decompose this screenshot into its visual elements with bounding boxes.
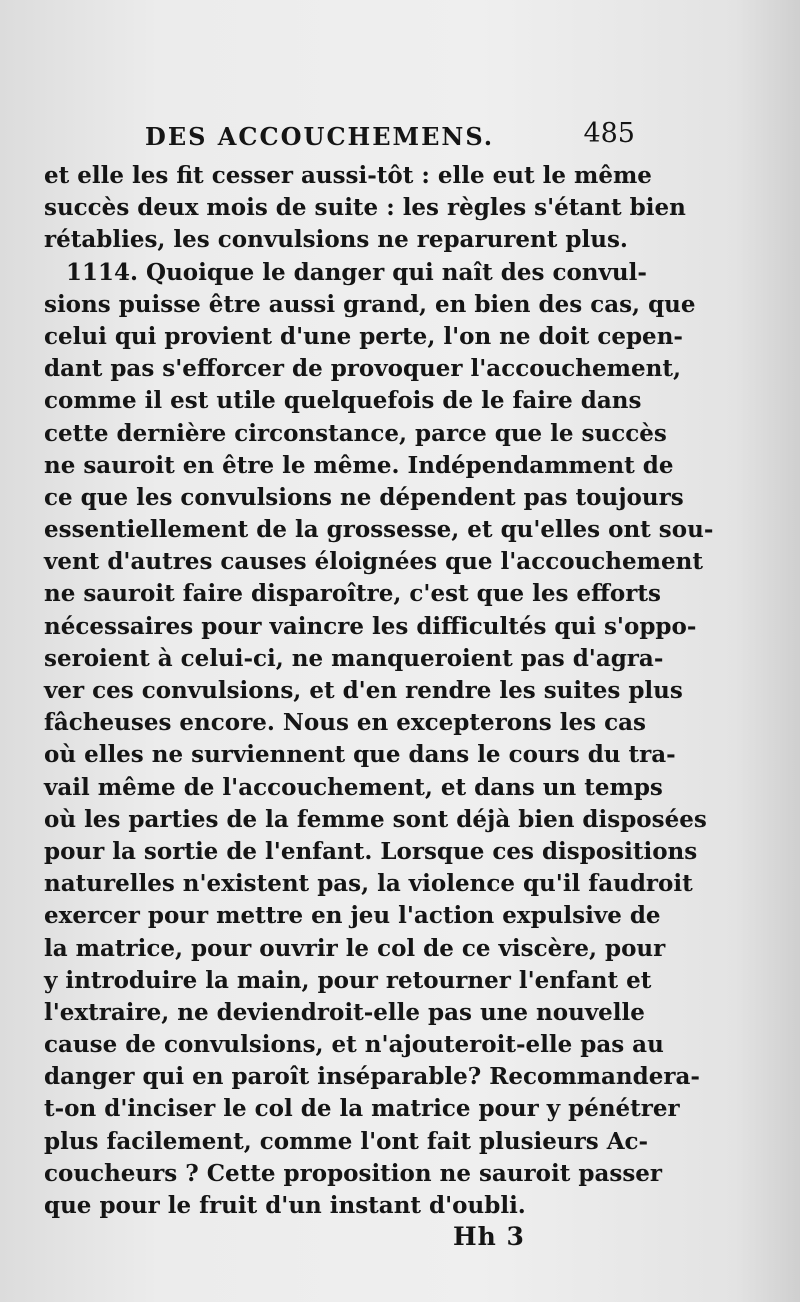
text-line: plus facilement, comme l'ont fait plusieurs Ac- [44,1127,649,1155]
text-line: la matrice, pour ouvrir le col de ce viscère, pour [44,934,666,962]
text-line: sions puisse être aussi grand, en bien des cas, que [44,290,696,318]
text-line: vent d'autres causes éloignées que l'accouchement [44,548,703,576]
text-line: ver ces convulsions, et d'en rendre les suites plus [44,677,683,704]
text-line: y introduire la main, pour retourner l'enfant et [44,966,652,994]
text-line: coucheurs ? Cette proposition ne sauroit passer [44,1159,663,1187]
text-line: celui qui provient d'une perte, l'on ne doit cepen- [44,322,683,350]
text-line: ce que les convulsions ne dépendent pas toujours [44,483,684,511]
text-line: rétablies, les convulsions ne reparurent plus. [44,226,628,254]
text-line: fâcheuses encore. Nous en excepterons les cas [44,709,646,737]
text-line: pour la sortie de l'enfant. Lorsque ces dispositions [44,837,698,865]
page-header [145,118,635,158]
body-text [44,160,714,1222]
page-number: 485 [583,118,635,149]
text-line: et elle les fit cesser aussi-tôt : elle eut le même [44,162,652,189]
signature-mark: Hh 3 [453,1222,525,1251]
running-head: DES ACCOUCHEMENS. [145,122,495,151]
text-line: essentiellement de la grossesse, et qu'elles ont sou- [44,516,714,544]
text-line: naturelles n'existent pas, la violence qu'il faudroit [44,870,693,898]
text-line: cette dernière circonstance, parce que le succès [44,419,667,447]
text-line: comme il est utile quelquefois de le faire dans [44,387,642,415]
text-line: t-on d'inciser le col de la matrice pour y pénétrer [44,1095,680,1123]
text-line: danger qui en paroît inséparable? Recommandera- [44,1063,700,1091]
text-line: exercer pour mettre en jeu l'action expulsive de [44,902,661,930]
text-line: vail même de l'accouchement, et dans un temps [44,773,663,801]
paragraph-start-line: 1114. Quoique le danger qui naît des convul- [66,258,647,286]
text-line: l'extraire, ne deviendroit-elle pas une nouvelle [44,998,645,1026]
text-line: ne sauroit en être le même. Indépendamment de [44,451,674,479]
text-line: cause de convulsions, et n'ajouteroit-elle pas au [44,1031,664,1059]
text-line: dant pas s'efforcer de provoquer l'accouchement, [44,355,681,383]
text-line: que pour le fruit d'un instant d'oubli. [44,1192,526,1219]
text-line: où les parties de la femme sont déjà bien disposées [44,805,707,833]
text-line: succès deux mois de suite : les règles s'étant bien [44,194,686,222]
text-line: ne sauroit faire disparoître, c'est que les efforts [44,580,661,608]
text-line: où elles ne surviennent que dans le cours du tra- [44,741,676,769]
text-line: nécessaires pour vaincre les difficultés qui s'oppo- [44,612,697,640]
text-line: seroient à celui-ci, ne manqueroient pas d'agra- [44,644,664,672]
